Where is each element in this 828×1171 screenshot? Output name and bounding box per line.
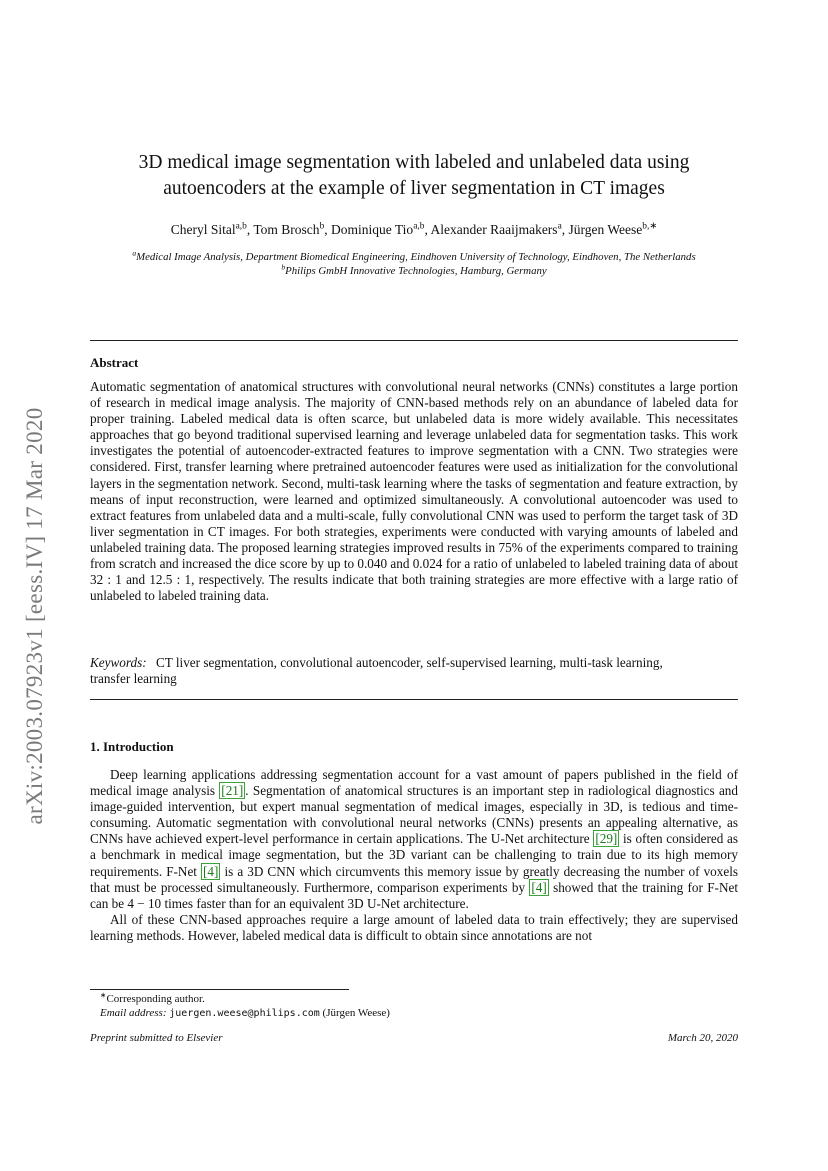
footer-preprint: Preprint submitted to Elsevier: [90, 1032, 223, 1044]
arxiv-sidebar: [18, 356, 52, 876]
title-line-1: 3D medical image segmentation with labeled and unlabeled data using: [138, 152, 690, 173]
author-list: Cheryl Sital$^{a,b}$, Tom Brosch$^b$, Dominique Tio$^{a,b}$, Alexander Raaijmakers$^a$, Jürgen Weese$^{b,∗}$: [170, 221, 658, 237]
author: Cheryl Sital$^{a,b}$: [170, 221, 247, 237]
section-heading-introduction: 1. Introduction: [90, 739, 174, 754]
author: Dominique Tio$^{a,b}$: [331, 221, 425, 237]
footer-date: March 20, 2020: [667, 1032, 738, 1044]
abstract-top-rule: [90, 340, 738, 341]
author: Jürgen Weese$^{b,∗}$: [568, 221, 658, 237]
abstract-body: Automatic segmentation of anatomical structures with convolutional neural networks (CNNs) constitutes a large portion of research in medical image analysis. The majority of CNN-based methods rely on an abundance of labeled data for proper training. Labeled medical data is often scarce, but unlabeled data is more widely available. This necessitates approaches that go beyond traditional supervised learning and leverage unlabeled data for segmentation tasks. This work investigates the potential of autoencoder-extracted features to improve segmentation with a CNN. Two strategies were considered. First, transfer learning where pretrained autoencoder features were used as initialization for the convolutional layers in the segmentation network. Second, multi-task learning where the tasks of segmentation and feature extraction, by means of input reconstruction, were learned and optimized simultaneously. A convolutional autoencoder was used to extract features from unlabeled data and a multi-scale, fully convolutional CNN was used to perform the target task of 3D liver segmentation in CT images. For both strategies, experiments were conducted with varying amounts of labeled and unlabeled training data. The proposed learning strategies improved results in 75% of the experiments compared to training from scratch and increased the dice score by up to 0.040 and 0.024 for a ratio of unlabeled to labeled training data of about 32 : 1 and 12.5 : 1, respectively. The results indicate that both training strategies are more effective with a large ratio of unlabeled to labeled training data.: [90, 379, 738, 604]
citation-link[interactable]: [4]: [531, 879, 547, 895]
footnote-email: Email address: juergen.weese@philips.com (Jürgen Weese): [100, 1006, 390, 1019]
paragraph: All of these CNN-based approaches require a large amount of labeled data to train effectively; they are supervised learning methods. However, labeled medical data is difficult to obtain since annotations are not: [90, 911, 738, 943]
affiliations: [100, 248, 728, 278]
keywords-text: CT liver segmentation, convolutional autoencoder, self-supervised learning, multi-task learning, transfer learning: [90, 655, 663, 687]
paragraph: Deep learning applications addressing segmentation account for a vast amount of papers published in the field of medical image analysis [21] . Segmentation of anatomical structures is an important step in radiological diagnostics and image-guided intervention, but expert manual segmentation of medical images, especially in 3D, is tedious and time-consuming. Automatic segmentation with convolutional neural networks (CNNs) presents an appealing alternative, as CNNs have achieved expert-level performance in certain applications. The U-Net architecture [29] is often considered as a benchmark in medical image segmentation, but the 3D variant can be challenging to train due to its high memory requirements. F-Net [4] is a 3D CNN which circumvents this memory issue by greatly decreasing the number of voxels that must be processed simultaneously. Furthermore, comparison experiments by [4] showed that the training for F-Net can be 4 − 10 times faster than for an equivalent 3D U-Net architecture.: [90, 767, 739, 911]
author: Alexander Raaijmakers$^a$: [430, 221, 562, 237]
title-line-2: autoencoders at the example of liver segmentation in CT images: [163, 178, 665, 199]
introduction-body: [90, 767, 738, 944]
email-link[interactable]: juergen.weese@philips.com: [169, 1007, 320, 1019]
citation-link[interactable]: [29]: [595, 831, 618, 847]
arxiv-identifier: arXiv:2003.07923v1 [eess.IV] 17 Mar 2020: [22, 407, 47, 825]
footnote-corresponding: ∗Corresponding author.: [100, 990, 205, 1005]
abstract-heading: Abstract: [90, 355, 139, 370]
paper-title: [90, 150, 738, 202]
author: Tom Brosch$^b$: [253, 221, 325, 237]
citation-link[interactable]: [4]: [203, 863, 219, 879]
affiliation: $^a$Medical Image Analysis, Department Biomedical Engineering, Eindhoven University of Technology, Eindhoven, The Netherlands: [132, 248, 696, 263]
affiliation: $^b$Philips GmbH Innovative Technologies, Hamburg, Germany: [281, 261, 547, 277]
abstract-bottom-rule: [90, 699, 738, 700]
footnote-rule: [90, 989, 349, 990]
keywords-label: Keywords:: [90, 655, 147, 670]
footnotes: [90, 990, 730, 1020]
keywords: [90, 655, 690, 687]
citation-link[interactable]: [21]: [221, 783, 244, 799]
